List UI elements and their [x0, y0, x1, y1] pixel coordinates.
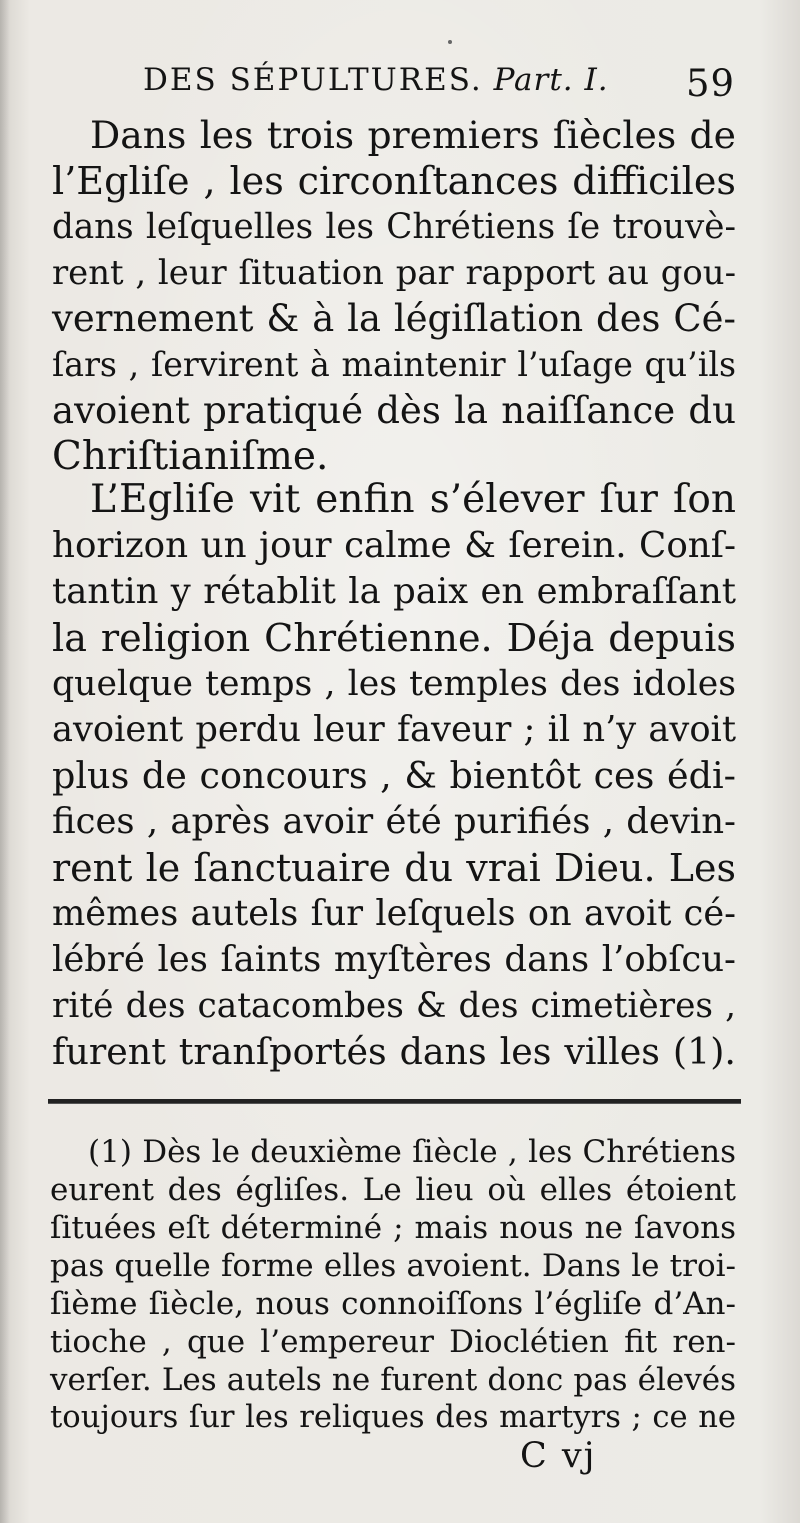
running-head	[143, 62, 743, 105]
body-line: horizon un jour calme & ſerein. Conſ-	[52, 525, 736, 566]
body-line: vernement & à la légiſlation des Cé-	[52, 297, 736, 340]
body-line: dans leſquelles les Chrétiens ſe trouvè-	[52, 207, 736, 247]
body-line: Chriſtianiſme.	[52, 434, 329, 479]
footnote-line: toujours ſur les reliques des martyrs ; ce ne	[50, 1400, 736, 1435]
body-line: avoient perdu leur faveur ; il n’y avoit	[52, 709, 736, 750]
body-line: fices , après avoir été purifiés , devin-	[52, 801, 736, 842]
signature-mark: C vj	[520, 1436, 597, 1476]
body-line: ſars , ſervirent à maintenir l’uſage qu’ils	[52, 345, 736, 384]
footnote-line: (1) Dès le deuxième ſiècle , les Chrétiens	[88, 1134, 736, 1170]
footnote-rule	[48, 1099, 741, 1104]
footnote-line: ſituées eſt déterminé ; mais nous ne ſavons	[50, 1210, 736, 1246]
body-line: furent tranſportés dans les villes (1).	[52, 1030, 736, 1073]
ink-speck	[448, 40, 452, 44]
body-line: quelque temps , les temples des idoles	[52, 664, 736, 704]
running-head-part: Part. I.	[493, 62, 609, 98]
running-head-title: DES SÉPULTURES.	[143, 62, 483, 98]
footnote-line: ſième ſiècle, nous connoiſſons l’égliſe d’An-	[50, 1286, 736, 1322]
footnote-line: pas quelle forme elles avoient. Dans le troi-	[50, 1248, 736, 1284]
footnote-line: verſer. Les autels ne furent donc pas élevés	[50, 1362, 736, 1398]
body-line: rent , leur ſituation par rapport au gou-	[52, 253, 736, 292]
body-line: l’Egliſe , les circonſtances difficiles	[52, 159, 736, 203]
body-line: rent le ſanctuaire du vrai Dieu. Les	[52, 846, 736, 890]
footnote-line: tioche , que l’empereur Dioclétien fit ren-	[50, 1324, 736, 1360]
body-line: rité des catacombes & des cimetières ,	[52, 986, 736, 1026]
page-number: 59	[686, 62, 736, 105]
body-line: lébré les ſaints myſtères dans l’obſcu-	[52, 939, 736, 980]
body-line: tantin y rétablit la paix en embraſſant	[52, 571, 736, 612]
body-line: plus de concours , & bientôt ces édi-	[52, 754, 736, 797]
body-line: avoient pratiqué dès la naiſſance du	[52, 389, 736, 432]
body-line: la religion Chrétienne. Déja depuis	[52, 616, 736, 660]
footnote-line: eurent des égliſes. Le lieu où elles étoient	[50, 1172, 736, 1208]
body-line: mêmes autels ſur leſquels on avoit cé-	[52, 893, 736, 934]
body-line: Dans les trois premiers ſiècles de	[90, 113, 736, 157]
body-line: L’Egliſe vit enfin s’élever ſur ſon	[90, 477, 736, 522]
